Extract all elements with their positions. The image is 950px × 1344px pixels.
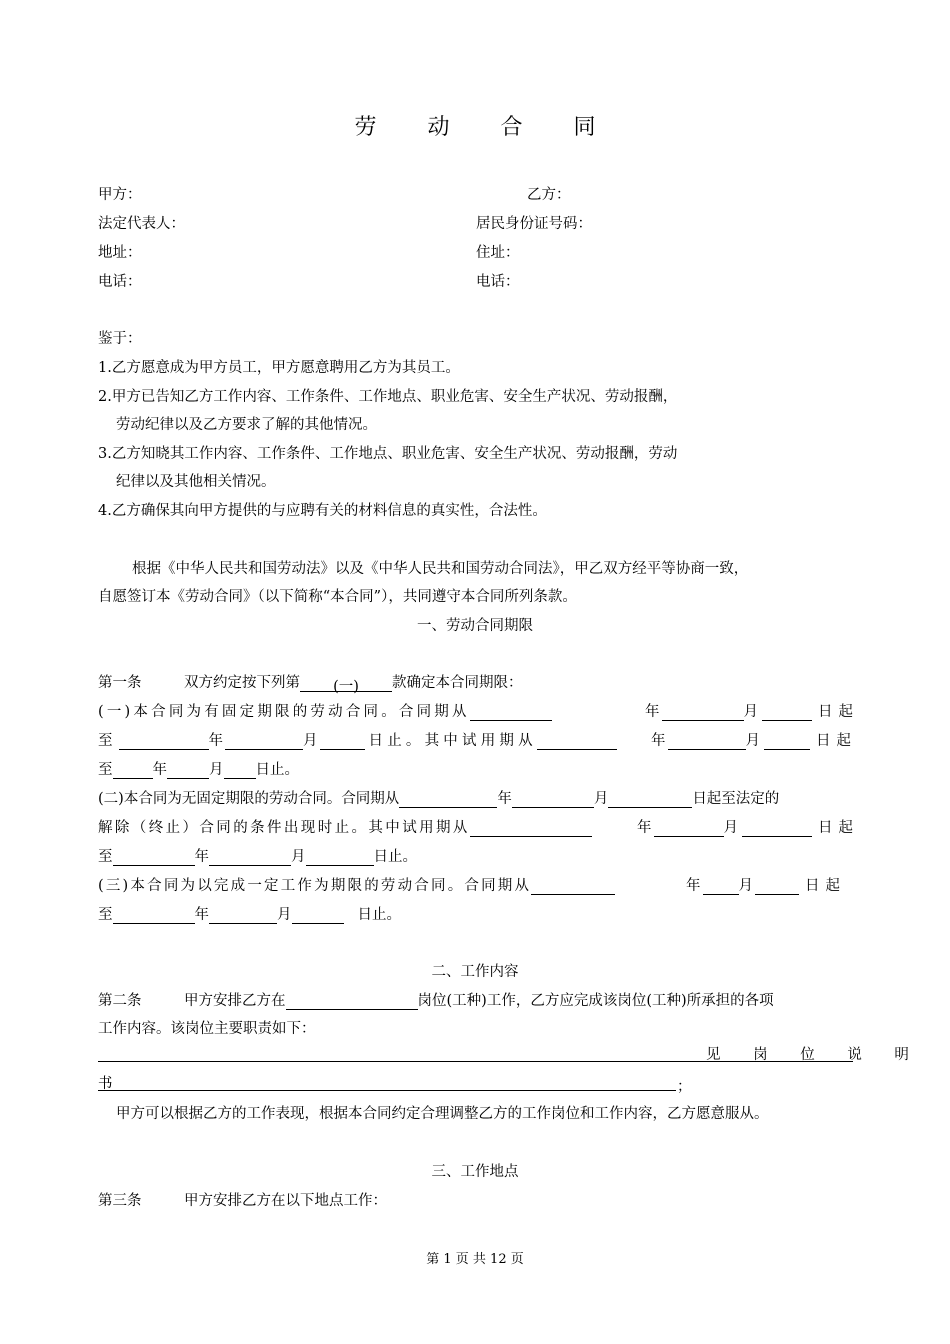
option2-tail: 日起至法定的 <box>692 791 780 807</box>
year-label: 年 <box>637 820 652 836</box>
option3-end-month-field[interactable] <box>209 907 277 924</box>
option1-trial-month-field[interactable] <box>668 733 746 750</box>
month-label: 月 <box>291 849 306 865</box>
year-label: 年 <box>645 704 660 720</box>
day-from-label: 日起 <box>816 733 857 749</box>
duties-fill-text: 见 岗 位 说 明 <box>706 1047 923 1063</box>
party-a-address-label: 地址： <box>98 245 142 261</box>
option1-trial-end-month-field[interactable] <box>167 762 209 779</box>
option2-text: (二)本合同为无固定期限的劳动合同。合同期从 <box>98 791 400 807</box>
option2-trial-month-field[interactable] <box>654 820 724 837</box>
day-end-label: 日止。 <box>255 762 299 778</box>
month-label: 月 <box>743 704 758 720</box>
to-label: 至 <box>98 907 113 923</box>
year-label: 年 <box>194 849 209 865</box>
preamble-line: 自愿签订本《劳动合同》（以下简称“本合同”），共同遵守本合同所列条款。 <box>98 589 577 605</box>
preamble-line: 根据《中华人民共和国劳动法》以及《中华人民共和国劳动合同法》，甲乙双方经平等协商一致， <box>132 561 749 577</box>
year-label: 年 <box>194 907 209 923</box>
option2-trial-end-year-field[interactable] <box>113 849 195 866</box>
option3-start-year-field[interactable] <box>531 878 615 895</box>
whereas-item: 1.乙方愿意成为甲方员工，甲方愿意聘用乙方为其员工。 <box>98 360 460 376</box>
article3-label: 第三条 <box>98 1193 142 1209</box>
whereas-item: 4.乙方确保其向甲方提供的与应聘有关的材料信息的真实性，合法性。 <box>98 503 547 519</box>
day-from-label: 日起 <box>805 878 846 894</box>
option1-trial-year-field[interactable] <box>537 733 617 750</box>
option1-trial-end-year-field[interactable] <box>113 762 153 779</box>
duties-end: ； <box>677 1079 692 1095</box>
page-footer: 第 1 页 共 12 页 <box>426 1252 524 1267</box>
article2-text: 甲方安排乙方在 <box>184 993 286 1009</box>
month-label: 月 <box>277 907 292 923</box>
article1-choice[interactable] <box>300 675 392 695</box>
option3-start-day-field[interactable] <box>755 878 799 895</box>
day-end-label: 日止。 <box>357 907 401 923</box>
section2-heading: 二、工作内容 <box>431 964 519 980</box>
duties-field-line-2[interactable] <box>98 1074 676 1091</box>
document-title: 劳 动 合 同 <box>354 115 618 140</box>
option1-start-day-field[interactable] <box>762 704 812 721</box>
article1-choice-value: (一) <box>333 679 359 695</box>
article1-text-tail: 款确定本合同期限： <box>392 675 523 691</box>
year-label: 年 <box>152 762 167 778</box>
party-b-label: 乙方： <box>527 187 571 203</box>
option1-end-year-field[interactable] <box>119 733 209 750</box>
party-a-rep-label: 法定代表人： <box>98 216 185 232</box>
option2-trial-day-field[interactable] <box>742 820 812 837</box>
party-b-phone-label: 电话： <box>476 274 520 290</box>
option1-start-year-field[interactable] <box>470 704 552 721</box>
year-label: 年 <box>686 878 701 894</box>
year-label: 年 <box>208 733 223 749</box>
option1-end-month-field[interactable] <box>225 733 303 750</box>
option1-start-month-field[interactable] <box>662 704 744 721</box>
whereas-item: 劳动纪律以及乙方要求了解的其他情况。 <box>116 417 377 433</box>
option1-trial-end-day-field[interactable] <box>224 762 256 779</box>
option1-end-day-field[interactable] <box>320 733 365 750</box>
party-b-address-label: 住址： <box>476 245 520 261</box>
option2-start-day-field[interactable] <box>608 791 692 808</box>
month-label: 月 <box>209 762 224 778</box>
option2-trial-year-field[interactable] <box>470 820 592 837</box>
option3-text: (三)本合同为以完成一定工作为期限的劳动合同。合同期从 <box>98 878 532 894</box>
article2-paragraph: 甲方可以根据乙方的工作表现，根据本合同约定合理调整乙方的工作岗位和工作内容，乙方愿意服从。 <box>116 1106 769 1122</box>
duties-fill-text-2: 书 <box>98 1076 113 1092</box>
option1-text: (一)本合同为有固定期限的劳动合同。合同期从 <box>98 704 470 720</box>
party-a-phone-label: 电话： <box>98 274 142 290</box>
to-label: 至 <box>98 849 113 865</box>
article3-text: 甲方安排乙方在以下地点工作： <box>184 1193 387 1209</box>
whereas-item: 2.甲方已告知乙方工作内容、工作条件、工作地点、职业危害、安全生产状况、劳动报酬， <box>98 389 678 405</box>
day-from-label: 日起 <box>818 820 859 836</box>
whereas-item: 3.乙方知晓其工作内容、工作条件、工作地点、职业危害、安全生产状况、劳动报酬，劳动 <box>98 446 678 462</box>
article1-text: 双方约定按下列第 <box>184 675 300 691</box>
section1-heading: 一、劳动合同期限 <box>417 618 533 634</box>
month-label: 月 <box>303 733 318 749</box>
option2-trial-end-month-field[interactable] <box>209 849 291 866</box>
option1-trial-day-field[interactable] <box>764 733 810 750</box>
party-b-id-label: 居民身份证号码： <box>476 216 592 232</box>
month-label: 月 <box>593 791 609 807</box>
day-end-label: 日止。 <box>373 849 417 865</box>
article2-label: 第二条 <box>98 993 142 1009</box>
party-a-label: 甲方： <box>98 187 142 203</box>
trial-label: 日止。其中试用期从 <box>368 733 537 749</box>
option3-end-day-field[interactable] <box>292 907 344 924</box>
month-label: 月 <box>745 733 760 749</box>
whereas-item: 纪律以及其他相关情况。 <box>116 474 276 490</box>
day-from-label: 日起 <box>818 704 859 720</box>
option2-start-month-field[interactable] <box>512 791 594 808</box>
option3-start-month-field[interactable] <box>703 878 739 895</box>
article2-line2: 工作内容。该岗位主要职责如下： <box>98 1021 316 1037</box>
year-label: 年 <box>497 791 512 807</box>
option2-line2: 解除（终止）合同的条件出现时止。其中试用期从 <box>98 820 470 836</box>
option2-start-year-field[interactable] <box>399 791 497 808</box>
month-label: 月 <box>723 820 738 836</box>
article1-label: 第一条 <box>98 675 142 691</box>
to-label: 至 <box>98 762 113 778</box>
option3-end-year-field[interactable] <box>113 907 195 924</box>
option2-trial-end-day-field[interactable] <box>306 849 374 866</box>
whereas-heading: 鉴于： <box>98 331 142 347</box>
to-label: 至 <box>98 733 113 749</box>
year-label: 年 <box>651 733 666 749</box>
position-field[interactable] <box>286 993 418 1010</box>
month-label: 月 <box>738 878 753 894</box>
section3-heading: 三、工作地点 <box>431 1164 519 1180</box>
article2-text-tail: 岗位(工种)工作，乙方应完成该岗位(工种)所承担的各项 <box>417 993 774 1009</box>
